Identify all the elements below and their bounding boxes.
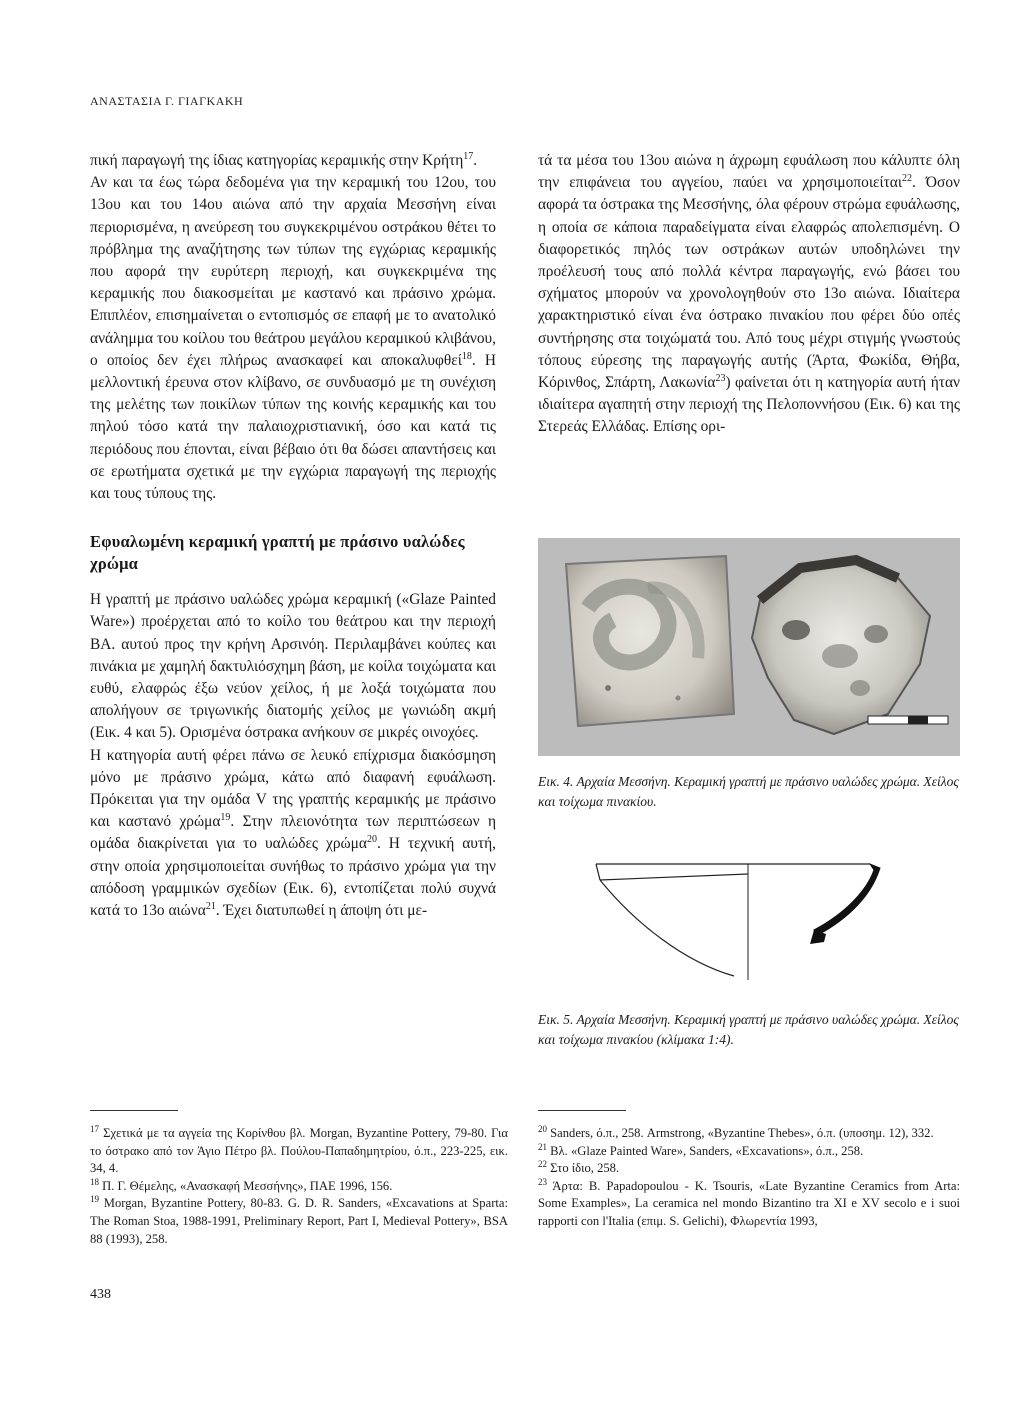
paragraph: πική παραγωγή της ίδιας κατηγορίας κεραμικής στην Κρήτη$^{17}$. xyxy=(90,150,478,169)
footnote-ref[interactable]: 20 xyxy=(366,834,377,846)
footnotes-right xyxy=(538,1125,960,1231)
footnote-divider xyxy=(538,1110,626,1111)
footnote: $^{17}$ Σχετικά με τα αγγεία της Κορίνθου βλ. Morgan, Byzantine Pottery, 79-80. Για το όστρακο από τον Άγιο Πέτρο βλ. Πούλου-Παπαδημητρίου, ό.π., 223-225, εικ. 34, 4. xyxy=(90,1123,508,1176)
figure-4-caption: Εικ. 4. Αρχαία Μεσσήνη. Κεραμική γραπτή με πράσινο υαλώδες χρώμα. Χείλος και τοίχωμα πινακίου. xyxy=(538,774,959,809)
paragraph: Αν και τα έως τώρα δεδομένα για την κεραμική του 12ου, του 13ου και του 14ου αιώνα από την αρχαία Μεσσήνη είναι περιορισμένα, η ανεύρεση του συγκεκριμένου οστράκου θέτει το πρόβλημα της αναζήτησης των τύπων της εγχώριας κεραμικής που αφορά την ευρύτερη περιοχή, και συγκεκριμένα της κεραμικής που διακοσμείται με καστανό και πράσινο χρώμα. Επιπλέον, επισημαίνεται ο εντοπισμός σε επαφή με το ανατολικό ανάλημμα του κοίλου του θεάτρου μεγάλου κεραμικού κλιβάνου, ο οποίος δεν έχει πλήρως ανασκαφεί και αποκαλυφθεί$^{18}$. Η μελλοντική έρευνα στον κλίβανο, σε συνδυασμό με τη συνέχιση της μελέτης των ποικίλων τύπων της κοινής κεραμικής και του πηλού τόσο κατά την παλαιοχριστιανική, όσο και κατά τις περιόδους που έπονται, είναι βέβαιο ότι θα δώσει απαντήσεις και σε ερωτήματα σχετικά με την εγχώρια παραγωγή της περιοχής και τους τύπους της. xyxy=(90,174,496,503)
left-column xyxy=(90,150,496,922)
footnote: $^{23}$ Άρτα: B. Papadopoulou - K. Tsouris, «Late Byzantine Ceramics from Arta: Some Examples», La ceramica nel mondo Bizantino tra XI e XV secolo e i suoi rapporti con l'Italia (επιμ. S. Gelichi), Φλωρεντία 1993, xyxy=(538,1176,960,1228)
figure-5-caption: Εικ. 5. Αρχαία Μεσσήνη. Κεραμική γραπτή με πράσινο υαλώδες χρώμα. Χείλος και τοίχωμα πινακίου (κλίμακα 1:4). xyxy=(538,1012,959,1047)
footnote: $^{19}$ Morgan, Byzantine Pottery, 80-83. G. D. R. Sanders, «Excavations at Sparta: The Roman Stoa, 1988-1991, Preliminary Report, Part I, Medieval Pottery», BSA 88 (1993), 258. xyxy=(90,1194,508,1246)
right-column xyxy=(538,150,960,439)
footnote-ref[interactable]: 21 xyxy=(205,900,216,912)
figure-5-drawing xyxy=(574,852,894,982)
footnote: $^{20}$ Sanders, ό.π., 258. Armstrong, «Byzantine Thebes», ό.π. (υποσημ. 12), 332. xyxy=(538,1123,934,1140)
paragraph: τά τα μέσα του 13ου αιώνα η άχρωμη εφυάλωση που κάλυπτε όλη την επιφάνεια του αγγείου, παύει να χρησιμοποιείται$^{22}$. Όσον αφορά τα όστρακα της Μεσσήνης, όλα φέρουν στρώμα εφυάλωσης, η οποία σε κάποια παραδείγματα είναι ελαφρώς απολεπισμένη. Ο διαφορετικός πηλός των οστράκων αυτών υποδηλώνει την προέλευσή τους από πολλά κέντρα παραγωγής, ενώ βάσει του σχήματος μπορούν να χρονολογηθούν στο 13ο αιώνα. Ιδιαίτερα χαρακτηριστικό είναι ένα όστρακο πινακίου που φέρει δύο οπές συντήρησης στα τοιχώματά του. Από τους μέχρι στιγμής γνωστούς τόπους εύρεσης της παραγωγής αυτής (Άρτα, Φωκίδα, Θήβα, Κόρινθος, Σπάρτη, Λακωνία$^{23}$) φαίνεται ότι η κατηγορία αυτή ήταν ιδιαίτερα αγαπητή στην περιοχή της Πελοποννήσου (Εικ. 6) και της Στερεάς Ελλάδας. Επίσης ορι- xyxy=(538,152,960,436)
footnote-ref[interactable]: 19 xyxy=(220,812,231,824)
page-number: 438 xyxy=(90,1287,111,1302)
running-head: ΑΝΑΣΤΑΣΙΑ Γ. ΓΙΑΓΚΑΚΗ xyxy=(90,94,244,108)
footnote: $^{22}$ Στο ίδιο, 258. xyxy=(538,1159,620,1176)
footnotes-left xyxy=(90,1125,508,1248)
vessel-profile-drawing xyxy=(574,852,894,982)
footnote-divider xyxy=(90,1110,178,1111)
footnote: $^{18}$ Π. Γ. Θέμελης, «Ανασκαφή Μεσσήνης», ΠΑΕ 1996, 156. xyxy=(90,1176,393,1193)
sherds-photo-image xyxy=(538,538,960,756)
footnote-ref[interactable]: 17 xyxy=(463,150,474,162)
paragraph: Η γραπτή με πράσινο υαλώδες χρώμα κεραμική («Glaze Painted Ware») προέρχεται από το κοίλο του θεάτρου και την περιοχή ΒΑ. αυτού προς την κρήνη Αρσινόη. Περιλαμβάνει κούπες και πινάκια με χαμηλή δακτυλιόσχημη βάση, με κοίλα τοιχώματα και ευθύ, ελαφρώς έξω νεύον χείλος, ή με λοξά τοιχώματα που απολήγουν σε τριγωνικής διατομής χείλος με γωνιώδη ακμή (Εικ. 4 και 5). Ορισμένα όστρακα ανήκουν σε μικρές οινοχόες. xyxy=(90,591,496,742)
footnote: $^{21}$ Βλ. «Glaze Painted Ware», Sanders, «Excavations», ό.π., 258. xyxy=(538,1141,864,1158)
paragraph: Η κατηγορία αυτή φέρει πάνω σε λευκό επίχρισμα διακόσμηση μόνο με πράσινο χρώμα, κάτω από διαφανή εφυάλωση. Πρόκειται για την ομάδα V της γραπτής κεραμικής με πράσινο και καστανό χρώμα$^{19}$. Στην πλειονότητα των περιπτώσεων η ομάδα διακρίνεται για το υαλώδες χρώμα$^{20}$. Η τεχνική αυτή, στην οποία χρησιμοποιείται συνήθως το πράσινο χρώμα για την απόδοση γραμμικών σχεδίων (Εικ. 6), εντοπίζεται πολύ συχνά κατά το 13ο αιώνα$^{21}$. Έχει διατυπωθεί η άποψη ότι με- xyxy=(90,746,497,920)
footnote-ref[interactable]: 18 xyxy=(461,350,472,362)
footnote-ref[interactable]: 23 xyxy=(715,372,726,384)
section-heading: Εφυαλωμένη κεραμική γραπτή με πράσινο υαλώδες χρώμα xyxy=(90,532,465,574)
footnote-ref[interactable]: 22 xyxy=(901,173,912,185)
figure-4-photo xyxy=(538,538,960,756)
